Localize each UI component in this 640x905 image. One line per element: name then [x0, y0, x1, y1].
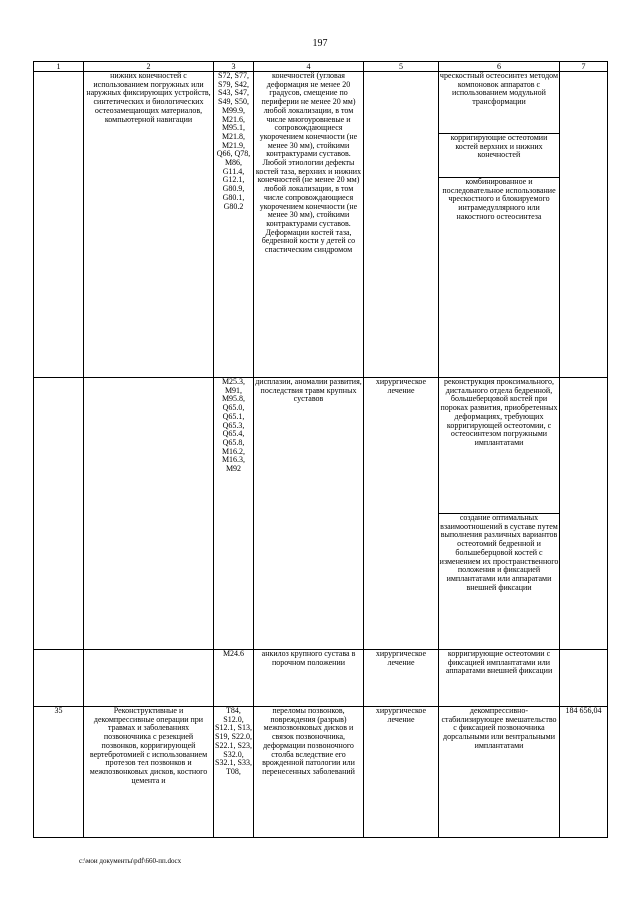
method-entry: корригирующие остеотомии костей верхних и нижних конечностей: [439, 134, 559, 178]
method-entry: создание оптимальных взаимоотношений в суставе путем выполнения различных вариантов остеотомий бедренной и большеберцовой костей с изменением их пространственного положения и фиксацией имплантатами или аппаратами внешней фиксации: [439, 513, 559, 592]
icd-codes-cell: S72, S77, S79, S42, S43, S47, S49, S50, M99.9, M21.6, M95.1, M21.8, M21.9, Q66, Q78, M86, G11.4, G12.1, G80.9, G80.1, G80.2: [214, 72, 254, 378]
treatment-methods-cell: корригирующие остеотомии с фиксацией имплантатами или аппаратами внешней фиксации: [439, 650, 560, 707]
icd-codes-cell: T84, S12.0, S12.1, S13, S19, S22.0, S22.1, S23, S32.0, S32.1, S33, T08,: [214, 707, 254, 838]
treatment-type-cell: хирургическое лечение: [364, 378, 439, 650]
patient-model-cell: анкилоз крупного сустава в порочном положении: [254, 650, 364, 707]
header-cell: 6: [439, 62, 560, 72]
table-row: [34, 72, 608, 378]
row-number-cell: [34, 378, 84, 650]
treatment-methods-cell: [439, 72, 560, 378]
header-cell: 2: [84, 62, 214, 72]
intervention-name-cell: нижних конечностей с использованием погружных или наружных фиксирующих устройств, синтетических и биологических остеозамещающих материалов, компьютерной навигации: [84, 72, 214, 378]
treatment-type-cell: хирургическое лечение: [364, 650, 439, 707]
treatment-type-cell: хирургическое лечение: [364, 707, 439, 838]
treatment-type-cell: [364, 72, 439, 378]
page-number: 197: [312, 38, 328, 49]
intervention-name-cell: Реконструктивные и декомпрессивные операции при травмах и заболеваниях позвоночника с резекцией позвонков, корригирующей вертебротомией с использованием протезов тел позвонков и межпозвонковых дисков, костного цемента и: [84, 707, 214, 838]
patient-model-cell: конечностей (угловая деформация не менее 20 градусов, смещение по периферии не менее 20 мм) любой локализации, в том числе многоуровневые и сопровождающиеся укорочением конечности (не менее 30 мм), стойкими контрактурами суставов. Любой этиологии дефекты костей таза, верхних и нижних конечностей (не менее 20 мм) любой локализации, в том числе сопровождающиеся укорочением конечности (не менее 30 мм), стойкими контрактурами суставов. Деформации костей таза, бедренной кости у детей со спастическим синдромом: [254, 72, 364, 378]
cost-cell: [560, 650, 608, 707]
method-entry: чрескостный остеосинтез методом компоновок аппаратов с использованием модульной трансформации: [439, 72, 559, 134]
table-row: [34, 650, 608, 707]
treatment-methods-cell: декомпрессивно-стабилизирующее вмешательство с фиксацией позвоночника дорсальными или вентральными имплантатами: [439, 707, 560, 838]
row-number-cell: 35: [34, 707, 84, 838]
cost-cell: [560, 378, 608, 650]
table-row: [34, 707, 608, 838]
method-entry: реконструкция проксимального, дистального отдела бедренной, большеберцовой костей при пороках развития, приобретенных деформациях, требующих корригирующей остеотомии, с остеосинтезом погружными имплантатами: [439, 378, 559, 514]
header-cell: 7: [560, 62, 608, 72]
table-row: [34, 378, 608, 650]
cost-cell: [560, 72, 608, 378]
patient-model-cell: дисплазии, аномалии развития, последствия травм крупных суставов: [254, 378, 364, 650]
icd-codes-cell: M24.6: [214, 650, 254, 707]
header-cell: 1: [34, 62, 84, 72]
row-number-cell: [34, 650, 84, 707]
row-number-cell: [34, 72, 84, 378]
header-cell: 3: [214, 62, 254, 72]
method-entry: комбинированное и последовательное использование чрескостного и блокируемого интрамедуллярного или накостного остеосинтеза: [442, 177, 556, 221]
patient-model-cell: переломы позвонков, повреждения (разрыв) межпозвонковых дисков и связок позвоночника, деформации позвоночного столба вследствие его врожденной патологии или перенесенных заболеваний: [254, 707, 364, 838]
intervention-name-cell: [84, 378, 214, 650]
cost-cell: 184 656,04: [560, 707, 608, 838]
procedures-table: [33, 61, 608, 838]
intervention-name-cell: [84, 650, 214, 707]
header-cell: 4: [254, 62, 364, 72]
icd-codes-cell: M25.3, M91, M95.8, Q65.0, Q65.1, Q65.3, Q65.4, Q65.8, M16.2, M16.3, M92: [214, 378, 254, 650]
treatment-methods-cell: [439, 378, 560, 650]
file-path-footer: c:\мои документы\pdf\660-пп.docx: [79, 857, 182, 865]
table-header-row: [34, 62, 608, 72]
header-cell: 5: [364, 62, 439, 72]
